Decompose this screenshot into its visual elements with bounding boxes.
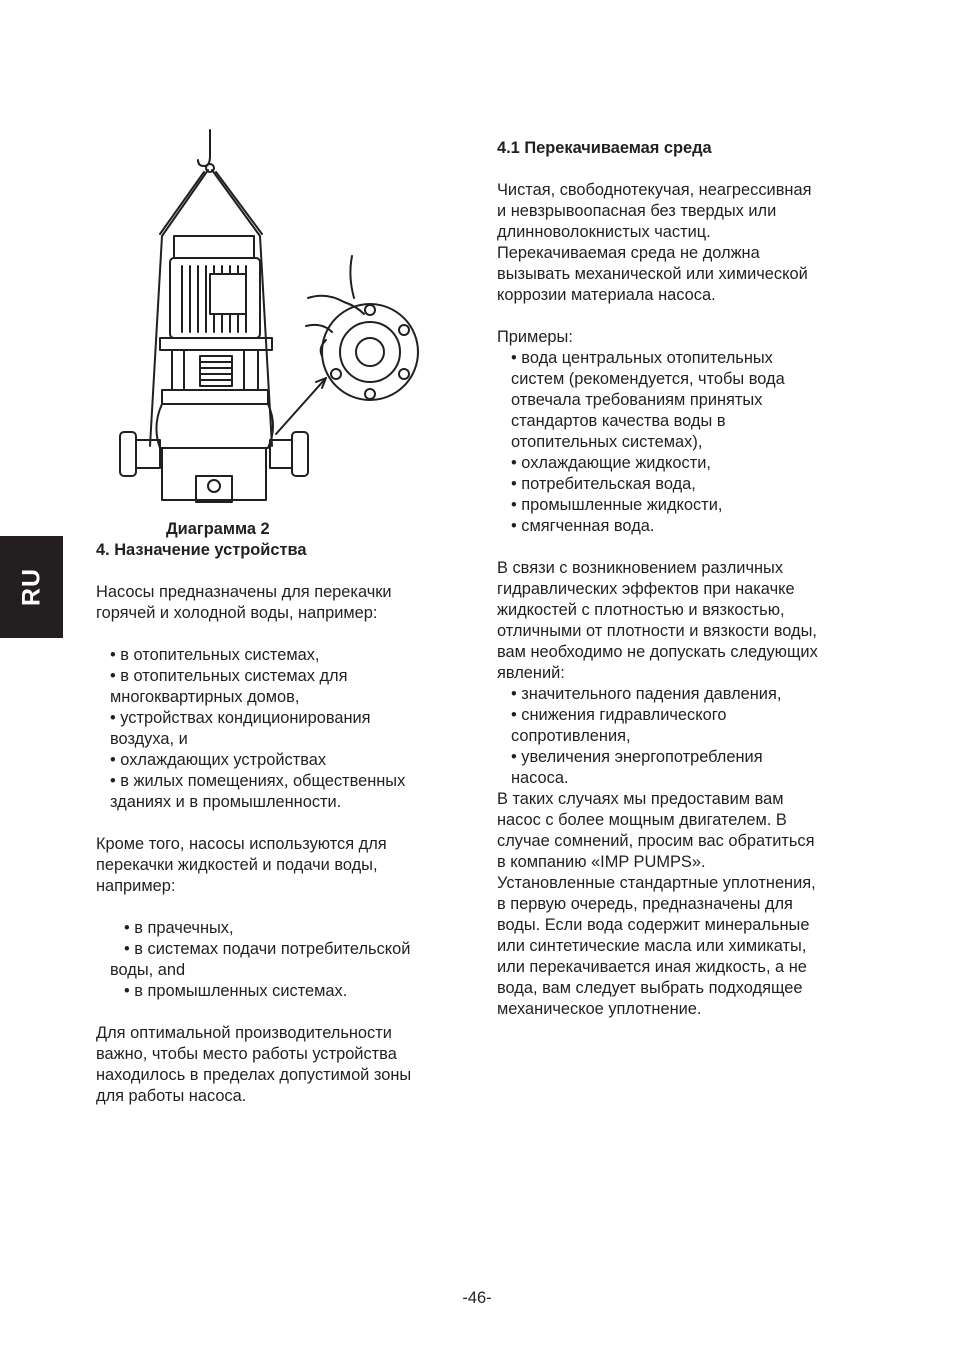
list-item-line: систем (рекомендуется, чтобы вода xyxy=(511,370,785,388)
additional-usage-line: например: xyxy=(96,877,176,895)
list-item-line: отопительных системах), xyxy=(511,433,703,451)
medium-line: вызывать механической или химической xyxy=(497,265,808,283)
recommendation-line: механическое уплотнение. xyxy=(497,1000,702,1018)
list-item-line: • устройствах кондиционирования xyxy=(110,709,371,727)
list-item-line: • в жилых помещениях, общественных xyxy=(110,772,406,790)
effects-list xyxy=(497,684,887,789)
list-item-line: • промышленные жидкости, xyxy=(511,496,723,514)
medium-line: и невзрывоопасная без твердых или xyxy=(497,202,777,220)
list-item xyxy=(110,708,466,750)
hydraulic-effects-paragraph xyxy=(497,558,887,684)
examples-list xyxy=(497,348,887,537)
medium-line: Перекачиваемая среда не должна xyxy=(497,244,760,262)
hydraulic-effects-line: вам необходимо не допускать следующих xyxy=(497,643,818,661)
list-item-line: многоквартирных домов, xyxy=(110,688,300,706)
list-item-line: • охлаждающие жидкости, xyxy=(511,454,711,472)
list-item xyxy=(511,348,887,453)
list-item-line: • в отопительных системах для xyxy=(110,667,348,685)
additional-usage-line: Кроме того, насосы используются для xyxy=(96,835,387,853)
recommendation-line: или перекачивается иная жидкость, а не xyxy=(497,958,807,976)
list-item xyxy=(511,453,887,474)
page-number: -46- xyxy=(462,1289,492,1307)
additional-usage-list xyxy=(96,918,466,1002)
operating-zone-line: важно, чтобы место работы устройства xyxy=(96,1045,397,1063)
hydraulic-effects-line: В связи с возникновением различных xyxy=(497,559,784,577)
list-item-line: • охлаждающих устройствах xyxy=(110,751,327,769)
recommendation-line: насос с более мощным двигателем. В xyxy=(497,811,787,829)
list-item-line: • смягченная вода. xyxy=(511,517,655,535)
list-item xyxy=(511,495,887,516)
language-tab xyxy=(0,536,63,638)
operating-zone-line: находилось в пределах допустимой зоны xyxy=(96,1066,412,1084)
list-item xyxy=(511,747,887,789)
list-item xyxy=(96,918,466,939)
operating-zone-line: Для оптимальной производительности xyxy=(96,1024,392,1042)
list-item-line: • в отопительных системах, xyxy=(110,646,320,664)
list-item-line: насоса. xyxy=(511,769,569,787)
figure-caption: Диаграмма 2 xyxy=(166,520,270,538)
list-item xyxy=(511,684,887,705)
left-column xyxy=(96,519,466,1107)
recommendation-line: воды. Если вода содержит минеральные xyxy=(497,916,810,934)
usage-list xyxy=(96,645,466,813)
hydraulic-effects-line: жидкостей с плотностью и вязкостью, xyxy=(497,601,785,619)
medium-line: Чистая, свободнотекучая, неагрессивная xyxy=(497,181,812,199)
list-item-line: отвечала требованиям принятых xyxy=(511,391,763,409)
list-item-line: воды, and xyxy=(110,961,186,979)
list-item-line: зданиях и в промышленности. xyxy=(110,793,342,811)
list-item xyxy=(110,645,466,666)
hydraulic-effects-line: гидравлических эффектов при накачке xyxy=(497,580,795,598)
list-item-line: • в прачечных, xyxy=(124,919,234,937)
hydraulic-effects-line: отличными от плотности и вязкости воды, xyxy=(497,622,817,640)
list-item xyxy=(110,750,466,771)
recommendation-paragraph xyxy=(497,789,887,1020)
recommendation-line: в компанию «IMP PUMPS». xyxy=(497,853,706,871)
hydraulic-effects-line: явлений: xyxy=(497,664,565,682)
list-item xyxy=(511,474,887,495)
list-item xyxy=(110,771,466,813)
list-item xyxy=(511,705,887,747)
recommendation-line: в первую очередь, предназначены для xyxy=(497,895,793,913)
language-tab-label: RU xyxy=(17,567,45,607)
list-item-line: • значительного падения давления, xyxy=(511,685,782,703)
section-title-pumped-medium: 4.1 Перекачиваемая среда xyxy=(497,139,712,157)
intro-paragraph xyxy=(96,582,466,624)
recommendation-line: или синтетические масла или химикаты, xyxy=(497,937,807,955)
medium-paragraph xyxy=(497,180,887,306)
operating-zone-line: для работы насоса. xyxy=(96,1087,247,1105)
list-item xyxy=(511,516,887,537)
recommendation-line: вода, вам следует выбрать подходящее xyxy=(497,979,803,997)
pump-lifting-diagram xyxy=(112,126,422,512)
list-item xyxy=(110,666,466,708)
list-item-line: воздуха, и xyxy=(110,730,188,748)
list-item xyxy=(96,981,466,1002)
operating-zone-paragraph xyxy=(96,1023,466,1107)
list-item-line: • вода центральных отопительных xyxy=(511,349,773,367)
intro-line: Насосы предназначены для перекачки xyxy=(96,583,392,601)
list-item-line: стандартов качества воды в xyxy=(511,412,726,430)
list-item-line: • в системах подачи потребительской xyxy=(124,940,411,958)
recommendation-line: В таких случаях мы предоставим вам xyxy=(497,790,784,808)
list-item-line: • увеличения энергопотребления xyxy=(511,748,763,766)
right-column xyxy=(497,138,887,1020)
additional-usage-paragraph xyxy=(96,834,466,897)
medium-line: длинноволокнистых частиц. xyxy=(497,223,711,241)
recommendation-line: Установленные стандартные уплотнения, xyxy=(497,874,816,892)
intro-line: горячей и холодной воды, например: xyxy=(96,604,378,622)
additional-usage-line: перекачки жидкостей и подачи воды, xyxy=(96,856,378,874)
list-item-line: сопротивления, xyxy=(511,727,631,745)
examples-label: Примеры: xyxy=(497,328,573,346)
list-item-line: • в промышленных системах. xyxy=(124,982,348,1000)
list-item xyxy=(96,939,466,981)
list-item-line: • снижения гидравлического xyxy=(511,706,727,724)
recommendation-line: случае сомнений, просим вас обратиться xyxy=(497,832,815,850)
list-item-line: • потребительская вода, xyxy=(511,475,696,493)
section-title-purpose: 4. Назначение устройства xyxy=(96,541,307,559)
medium-line: коррозии материала насоса. xyxy=(497,286,716,304)
